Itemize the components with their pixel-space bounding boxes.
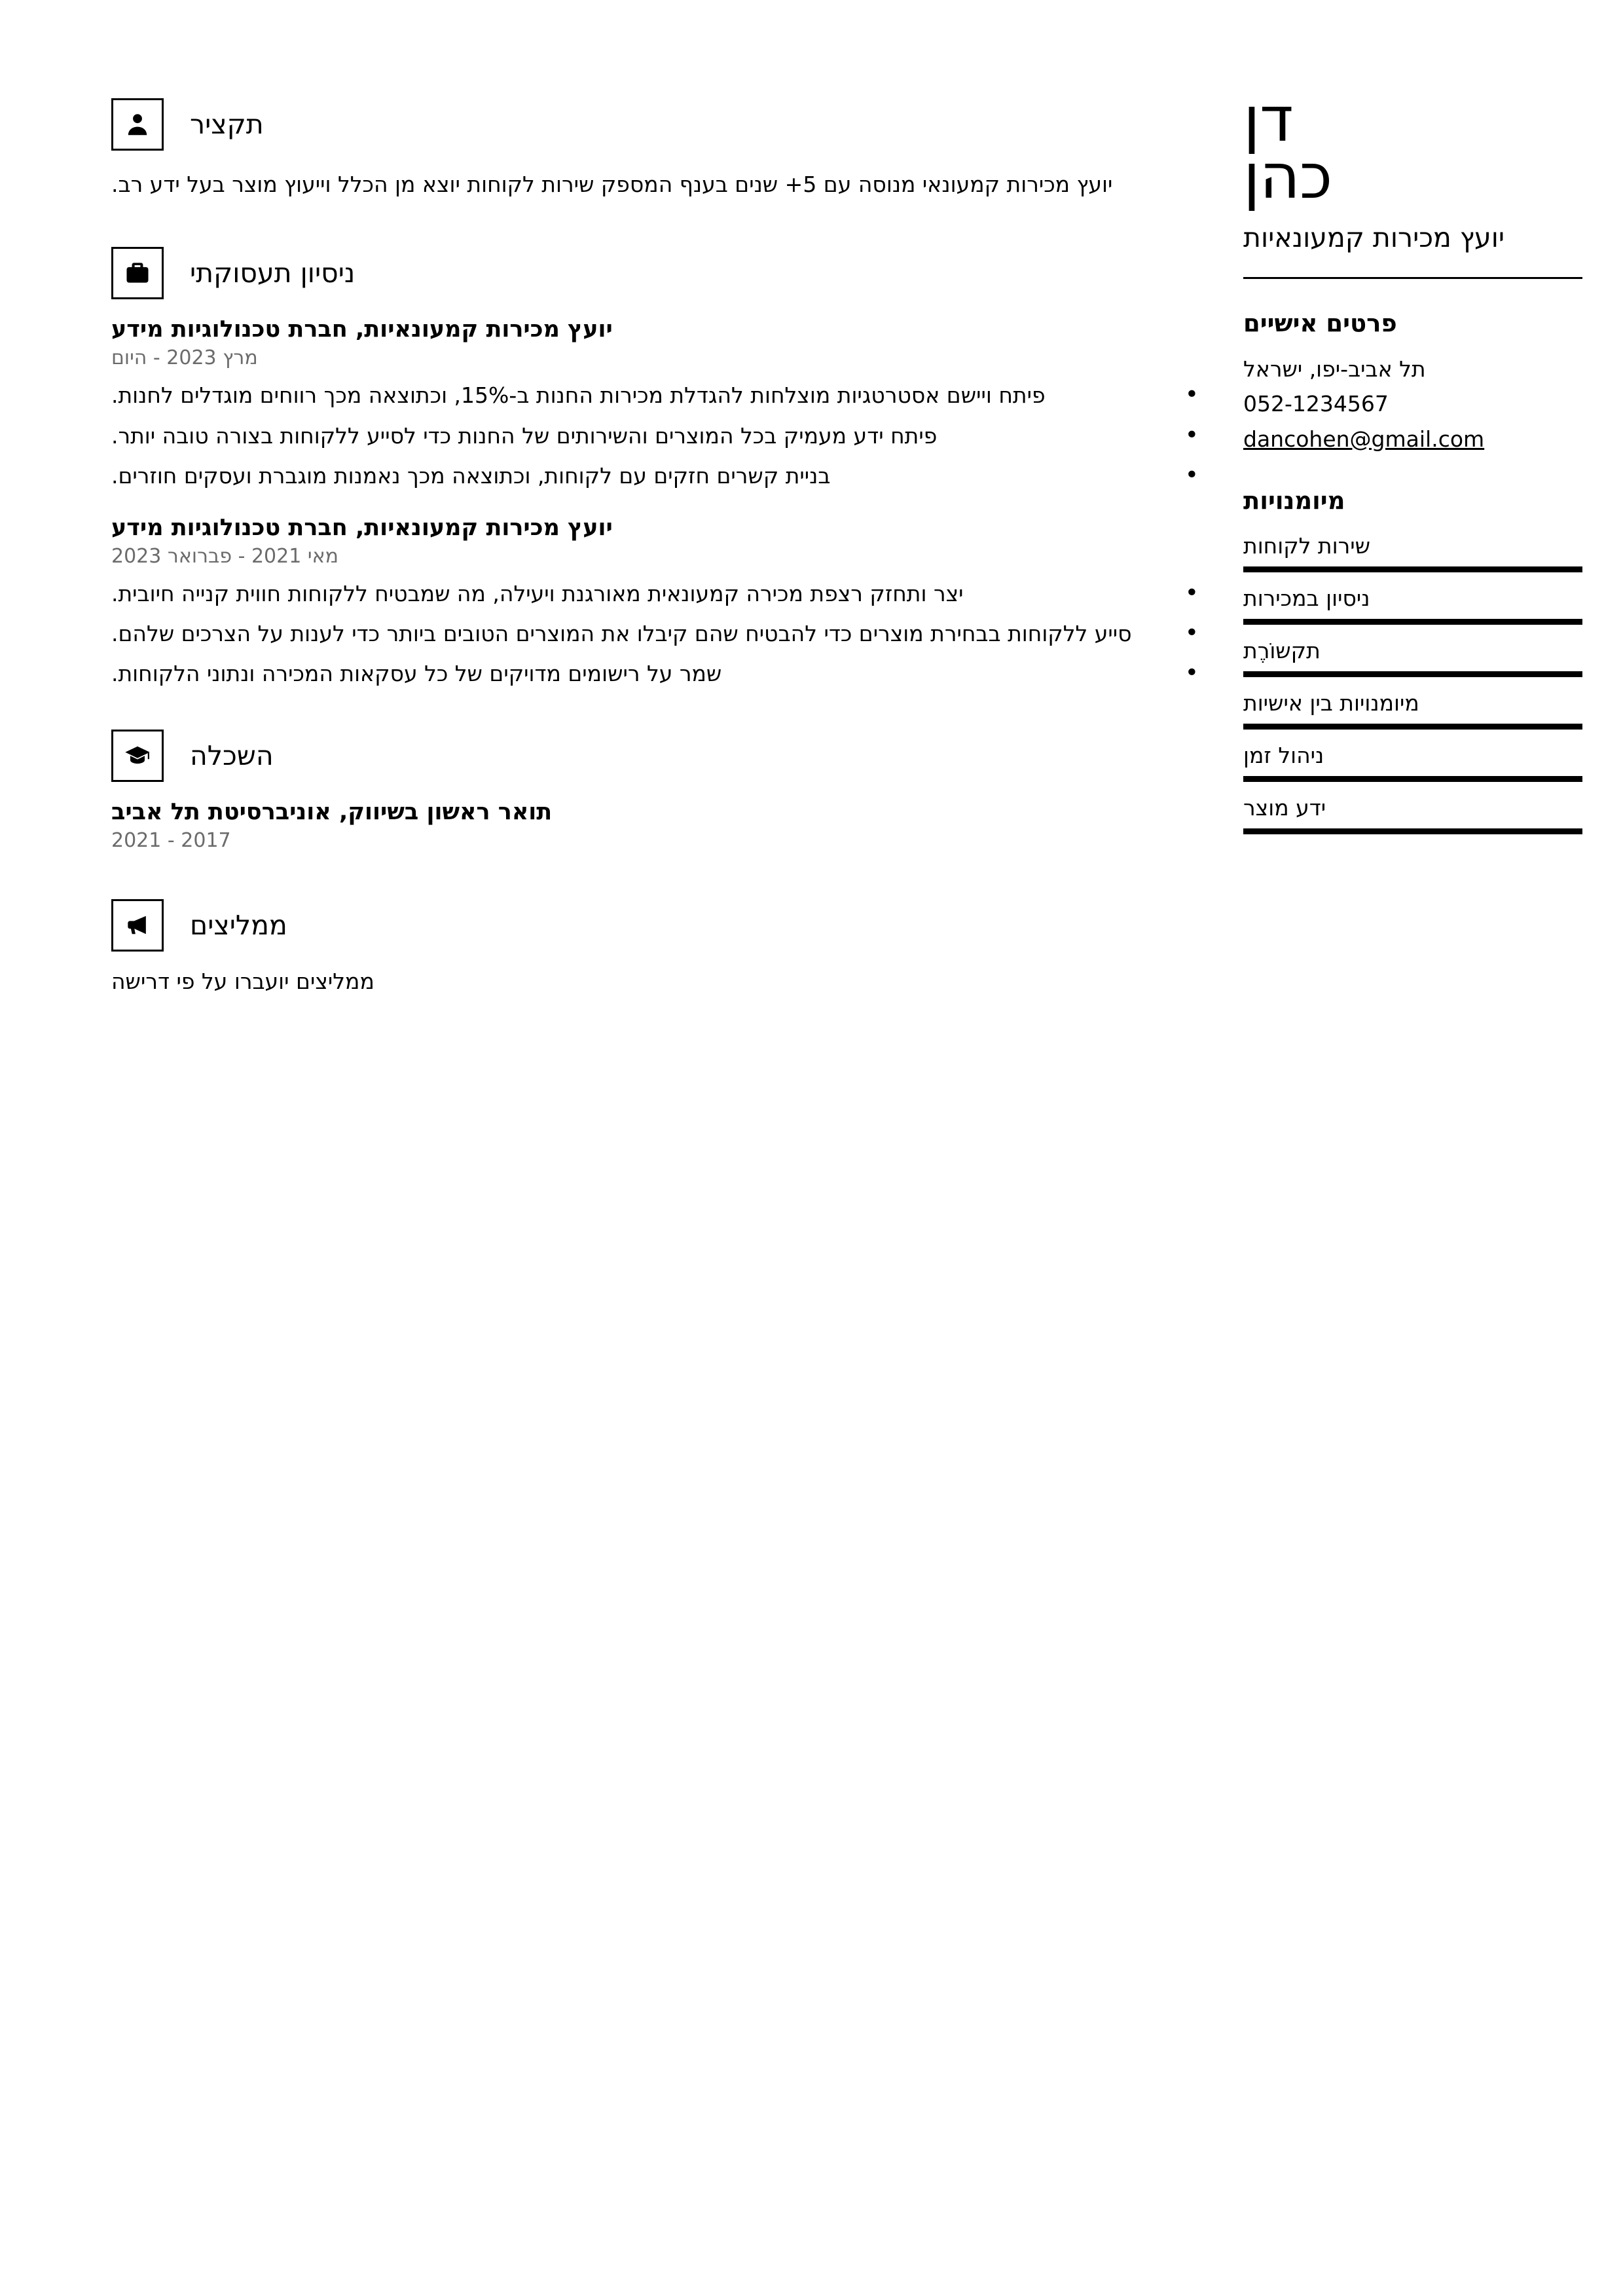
graduation-cap-icon: [111, 730, 164, 782]
skill-item: ידע מוצר: [1243, 791, 1582, 834]
experience-job: [111, 316, 1204, 492]
section-references: [111, 899, 1204, 994]
education-title: השכלה: [190, 740, 274, 772]
section-education: [111, 730, 1204, 852]
megaphone-icon: [111, 899, 164, 952]
references-body: [111, 969, 1204, 994]
education-header: [111, 730, 1204, 782]
experience-body: [111, 316, 1204, 690]
summary-text: יועץ מכירות קמעונאי מנוסה עם 5+ שנים בענף המספק שירות לקוחות יוצא מן הכלל וייעוץ מוצר בעל ידע רב.: [111, 172, 1113, 197]
education-body: [111, 799, 1204, 852]
job-dates: מאי 2021 - פברואר 2023: [111, 544, 339, 568]
skill-item: ניהול זמן: [1243, 739, 1582, 782]
skills-title: מיומנויות: [1243, 487, 1345, 515]
name-block: [1243, 84, 1582, 253]
job-bullet: • בניית קשרים חזקים עם לקוחות, וכתוצאה מכך נאמנות מוגברת ועסקים חוזרים.: [111, 459, 1204, 492]
job-bullet: • פיתח ויישם אסטרטגיות מוצלחות להגדלת מכירות החנות ב-15%, וכתוצאה מכך רווחים מוגדלים לחנות.: [111, 379, 1204, 412]
section-experience: [111, 247, 1204, 690]
personal-details-email[interactable]: dancohen@gmail.com: [1243, 426, 1485, 452]
education-degree: תואר ראשון בשיווק, אוניברסיטת תל אביב: [111, 799, 553, 826]
job-heading: יועץ מכירות קמעונאיות, חברת טכנולוגיות מידע: [111, 316, 613, 343]
briefcase-icon: [111, 247, 164, 299]
personal-details-title: פרטים אישיים: [1243, 308, 1397, 337]
skills-list: [1243, 529, 1582, 834]
job-bullet: • יצר ותחזק רצפת מכירה קמעונאית מאורגנת ויעילה, מה שמבטיח ללקוחות חווית קנייה חיובית.: [111, 577, 1204, 610]
section-summary: [111, 98, 1204, 201]
personal-details-email-wrap: [1243, 422, 1582, 456]
experience-job: [111, 515, 1204, 690]
summary-body: [111, 168, 1204, 201]
experience-header: [111, 247, 1204, 299]
references-title: ממליצים: [190, 910, 287, 942]
last-name: כהן: [1243, 141, 1332, 213]
personal-details-location: תל אביב-יפו, ישראל: [1243, 356, 1426, 382]
job-bullets: [111, 577, 1204, 690]
person-icon: [111, 98, 164, 151]
job-dates: מרץ 2023 - היום: [111, 346, 258, 370]
references-header: [111, 899, 1204, 952]
education-dates: 2017 - 2021: [111, 829, 231, 853]
header-divider: [1243, 277, 1582, 279]
job-bullets: [111, 379, 1204, 492]
job-bullet: • סייע ללקוחות בבחירת מוצרים כדי להבטיח שהם קיבלו את המוצרים הטובים ביותר כדי לענות על הצרכים שלהם.: [111, 617, 1204, 650]
first-name: דן: [1243, 84, 1293, 156]
sidebar: [1204, 0, 1623, 2296]
summary-header: [111, 98, 1204, 151]
references-text: ממליצים יועברו על פי דרישה: [111, 969, 374, 995]
personal-details-phone: 052-1234567: [1243, 391, 1389, 417]
skill-item: ניסיון במכירות: [1243, 582, 1582, 625]
job-heading: יועץ מכירות קמעונאיות, חברת טכנולוגיות מידע: [111, 514, 613, 541]
skill-item: שירות לקוחות: [1243, 529, 1582, 572]
job-bullet: • שמר על רישומים מדויקים של כל עסקאות המכירה ונתוני הלקוחות.: [111, 657, 1204, 690]
skill-item: תקשוֹרֶת: [1243, 634, 1582, 677]
summary-title: תקציר: [190, 109, 264, 140]
job-title: יועץ מכירות קמעונאיות: [1243, 221, 1505, 253]
experience-title: ניסיון תעסוקתי: [190, 257, 356, 289]
skill-item: מיומנויות בין אישיות: [1243, 686, 1582, 730]
job-bullet: • פיתח ידע מעמיק בכל המוצרים והשירותים של החנות כדי לסייע ללקוחות בצורה טובה יותר.: [111, 419, 1204, 453]
